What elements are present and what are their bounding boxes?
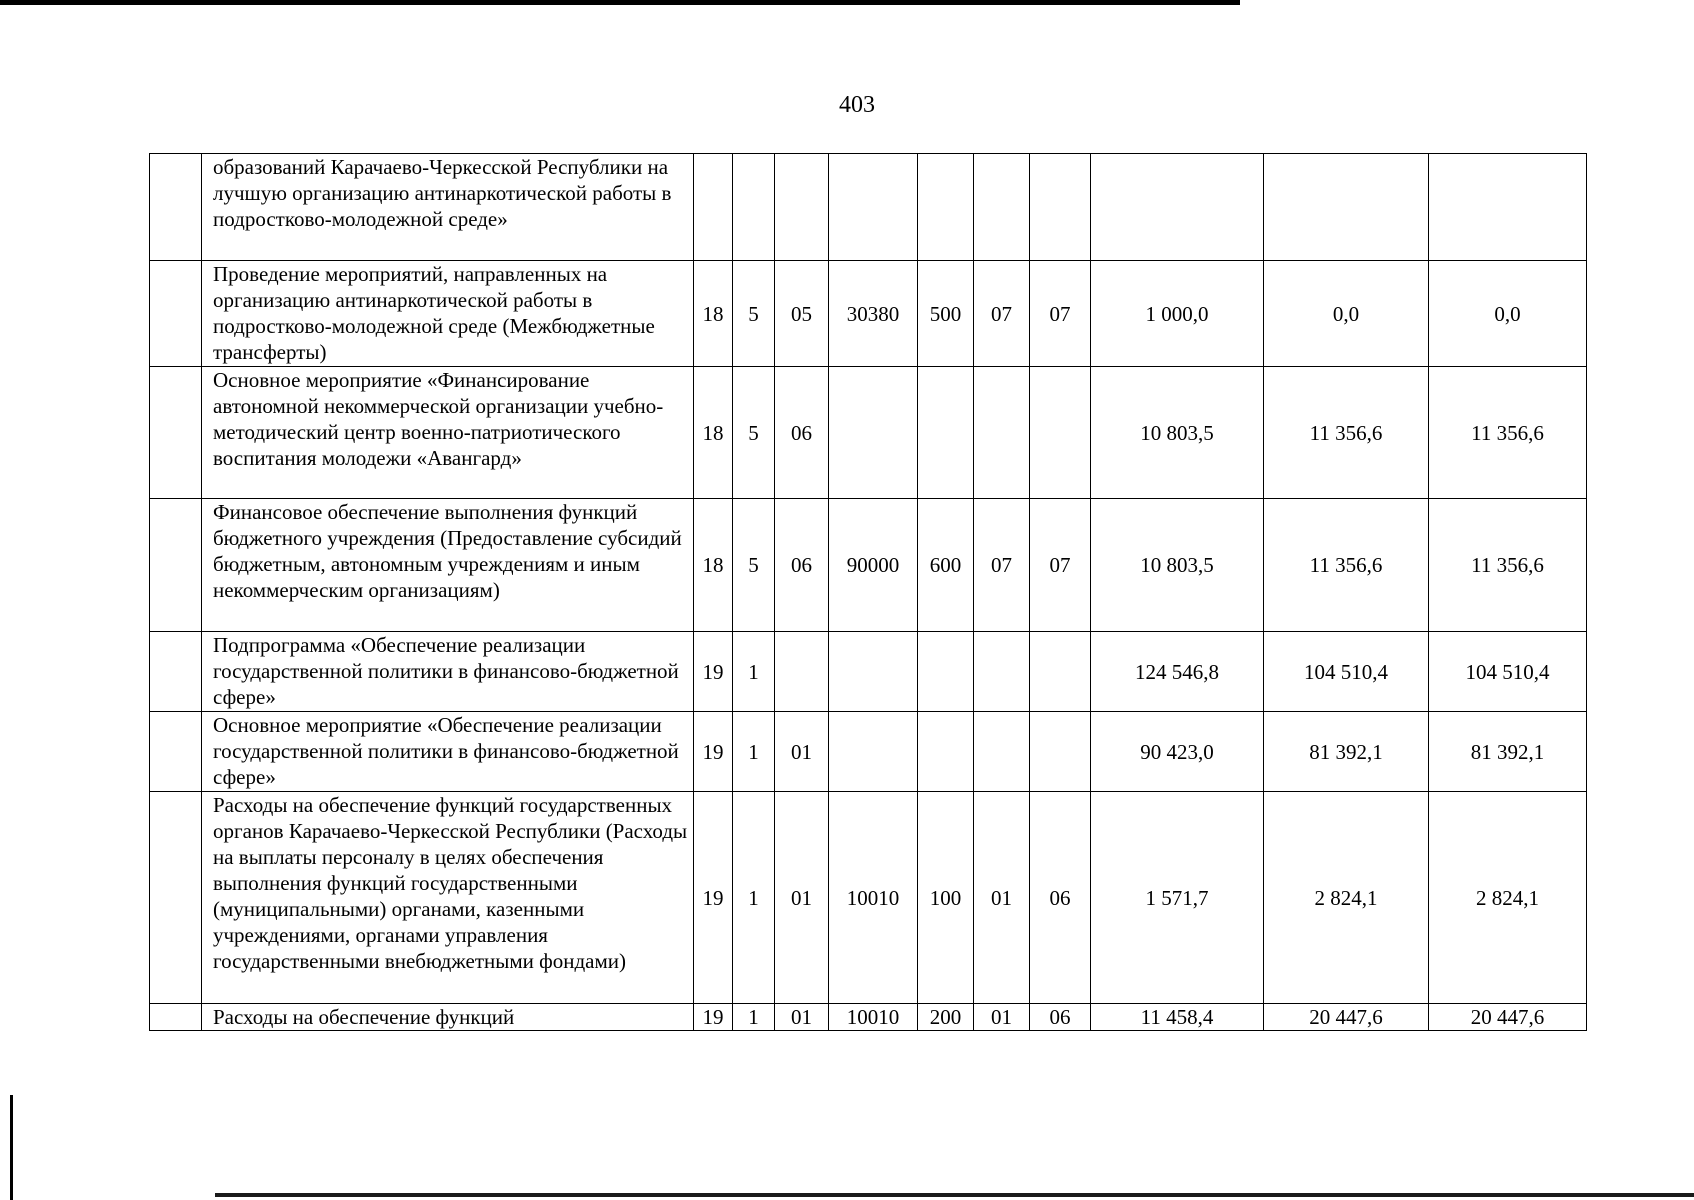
code-cell: 5 <box>733 367 775 499</box>
row-index-cell <box>150 1004 202 1031</box>
code-cell: 06 <box>775 499 829 632</box>
amount-cell: 124 546,8 <box>1091 632 1264 712</box>
description-cell: Основное мероприятие «Финансирование автономной некоммерческой организации учебно-методический центр военно-патриотического воспитания молодежи «Авангард» <box>202 367 694 499</box>
description-cell: Расходы на обеспечение функций <box>202 1004 694 1031</box>
page-number: 403 <box>839 92 875 118</box>
code-cell: 500 <box>918 261 974 367</box>
code-cell: 5 <box>733 499 775 632</box>
code-cell: 18 <box>694 367 733 499</box>
table-row <box>150 499 1587 632</box>
code-cell: 10010 <box>829 792 918 1004</box>
amount-cell: 2 824,1 <box>1264 792 1429 1004</box>
scan-edge-left <box>10 1095 13 1200</box>
row-index-cell <box>150 792 202 1004</box>
amount-cell: 0,0 <box>1264 261 1429 367</box>
code-cell: 1 <box>733 632 775 712</box>
code-cell <box>1030 154 1091 261</box>
code-cell: 18 <box>694 261 733 367</box>
code-cell: 05 <box>775 261 829 367</box>
table-row <box>150 261 1587 367</box>
amount-cell: 1 571,7 <box>1091 792 1264 1004</box>
row-index-cell <box>150 712 202 792</box>
code-cell: 10010 <box>829 1004 918 1031</box>
scan-edge-bottom <box>215 1193 1694 1197</box>
code-cell <box>694 154 733 261</box>
code-cell <box>974 712 1030 792</box>
description-cell: Расходы на обеспечение функций государственных органов Карачаево-Черкесской Республики (Расходы на выплаты персоналу в целях обеспечения выполнения функций государственными (муниципальными) органами, казенными учреждениями, органами управления государственными внебюджетными фондами) <box>202 792 694 1004</box>
amount-cell: 104 510,4 <box>1429 632 1587 712</box>
code-cell: 01 <box>974 1004 1030 1031</box>
code-cell <box>974 632 1030 712</box>
table-row <box>150 154 1587 261</box>
amount-cell: 10 803,5 <box>1091 367 1264 499</box>
code-cell <box>974 154 1030 261</box>
code-cell: 600 <box>918 499 974 632</box>
code-cell: 07 <box>1030 499 1091 632</box>
budget-table <box>149 153 1587 1031</box>
amount-cell: 2 824,1 <box>1429 792 1587 1004</box>
code-cell <box>1030 632 1091 712</box>
code-cell: 1 <box>733 1004 775 1031</box>
code-cell: 90000 <box>829 499 918 632</box>
code-cell: 06 <box>1030 1004 1091 1031</box>
code-cell: 100 <box>918 792 974 1004</box>
row-index-cell <box>150 499 202 632</box>
code-cell: 01 <box>775 1004 829 1031</box>
amount-cell <box>1264 154 1429 261</box>
amount-cell: 81 392,1 <box>1429 712 1587 792</box>
code-cell: 1 <box>733 712 775 792</box>
code-cell: 01 <box>775 712 829 792</box>
amount-cell <box>1091 154 1264 261</box>
code-cell <box>733 154 775 261</box>
code-cell: 19 <box>694 632 733 712</box>
amount-cell: 1 000,0 <box>1091 261 1264 367</box>
amount-cell: 20 447,6 <box>1264 1004 1429 1031</box>
code-cell <box>829 632 918 712</box>
code-cell: 30380 <box>829 261 918 367</box>
code-cell <box>918 632 974 712</box>
code-cell: 18 <box>694 499 733 632</box>
code-cell: 19 <box>694 792 733 1004</box>
table-row <box>150 1004 1587 1031</box>
amount-cell: 20 447,6 <box>1429 1004 1587 1031</box>
code-cell: 1 <box>733 792 775 1004</box>
code-cell: 200 <box>918 1004 974 1031</box>
code-cell: 5 <box>733 261 775 367</box>
amount-cell: 11 458,4 <box>1091 1004 1264 1031</box>
code-cell <box>1030 367 1091 499</box>
amount-cell: 10 803,5 <box>1091 499 1264 632</box>
amount-cell <box>1429 154 1587 261</box>
code-cell: 06 <box>1030 792 1091 1004</box>
amount-cell: 90 423,0 <box>1091 712 1264 792</box>
code-cell <box>1030 712 1091 792</box>
description-cell: Проведение мероприятий, направленных на организацию антинаркотической работы в подростково-молодежной среде (Межбюджетные трансферты) <box>202 261 694 367</box>
row-index-cell <box>150 367 202 499</box>
code-cell: 01 <box>775 792 829 1004</box>
code-cell: 19 <box>694 712 733 792</box>
description-cell: Финансовое обеспечение выполнения функций бюджетного учреждения (Предоставление субсидий бюджетным, автономным учреждениям и иным некоммерческим организациям) <box>202 499 694 632</box>
code-cell: 07 <box>1030 261 1091 367</box>
code-cell <box>918 712 974 792</box>
amount-cell: 81 392,1 <box>1264 712 1429 792</box>
code-cell: 07 <box>974 261 1030 367</box>
table-row <box>150 632 1587 712</box>
amount-cell: 104 510,4 <box>1264 632 1429 712</box>
code-cell: 07 <box>974 499 1030 632</box>
row-index-cell <box>150 261 202 367</box>
code-cell: 06 <box>775 367 829 499</box>
amount-cell: 11 356,6 <box>1429 367 1587 499</box>
table-row <box>150 367 1587 499</box>
description-cell: Основное мероприятие «Обеспечение реализации государственной политики в финансово-бюджетной сфере» <box>202 712 694 792</box>
code-cell <box>829 367 918 499</box>
scan-edge-top <box>0 0 1240 5</box>
code-cell <box>775 154 829 261</box>
code-cell <box>829 712 918 792</box>
amount-cell: 0,0 <box>1429 261 1587 367</box>
row-index-cell <box>150 154 202 261</box>
code-cell <box>775 632 829 712</box>
code-cell <box>829 154 918 261</box>
table-row <box>150 712 1587 792</box>
code-cell <box>974 367 1030 499</box>
amount-cell: 11 356,6 <box>1264 499 1429 632</box>
amount-cell: 11 356,6 <box>1264 367 1429 499</box>
amount-cell: 11 356,6 <box>1429 499 1587 632</box>
code-cell: 19 <box>694 1004 733 1031</box>
row-index-cell <box>150 632 202 712</box>
code-cell <box>918 367 974 499</box>
code-cell <box>918 154 974 261</box>
code-cell: 01 <box>974 792 1030 1004</box>
description-cell: образований Карачаево-Черкесской Республики на лучшую организацию антинаркотической работы в подростково-молодежной среде» <box>202 154 694 261</box>
description-cell: Подпрограмма «Обеспечение реализации государственной политики в финансово-бюджетной сфере» <box>202 632 694 712</box>
table-row <box>150 792 1587 1004</box>
